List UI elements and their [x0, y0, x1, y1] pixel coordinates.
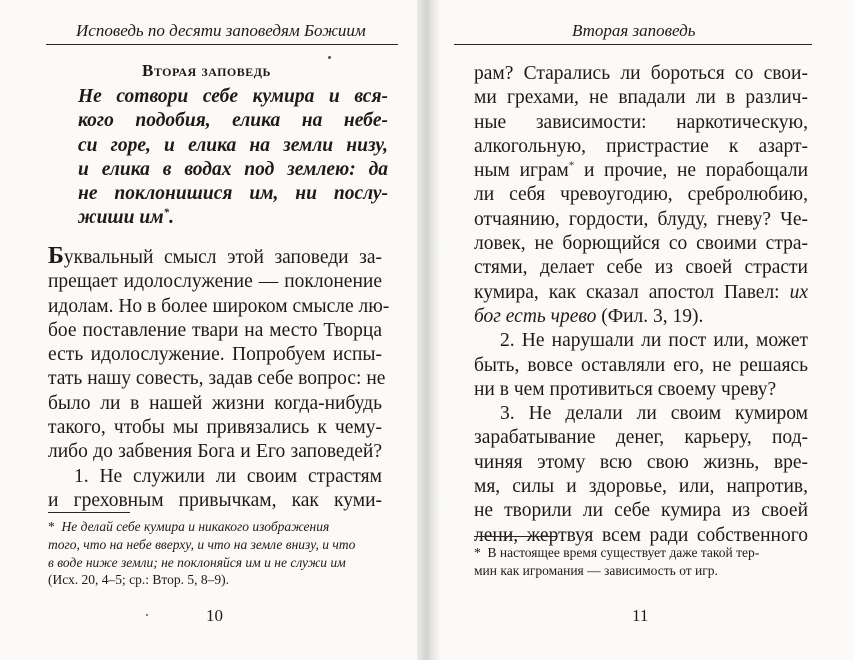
- quote-italic: бог есть чрево: [474, 305, 597, 327]
- body-line: рам? Старались ли бороться со свои-: [474, 63, 808, 84]
- page-number: 11: [632, 606, 649, 625]
- epigraph-line: не поклонишися им, ни послу-: [78, 183, 388, 205]
- left-header-rule: [46, 44, 398, 45]
- epigraph-end: .: [169, 207, 174, 229]
- body-line: есть идолослужение. Попробуем испы-: [48, 344, 382, 366]
- footnote-line: мин как игромания — зависимость от игр.: [474, 562, 718, 578]
- body-line-text: и прочие, не порабощали: [574, 160, 808, 182]
- right-footnote: [474, 544, 814, 580]
- body-line: ные зависимости: наркотическую,: [474, 111, 808, 133]
- footnote-line: [48, 518, 388, 536]
- print-speck: [328, 56, 331, 59]
- body-line: 2. Не нарушали ли пост или, может: [500, 330, 808, 352]
- footnote-text: в воде ниже земли; не поклоняйся им и не служи им: [48, 554, 346, 570]
- body-line: тать нашу совесть, задав себе вопрос: не: [48, 368, 386, 390]
- right-page: [438, 0, 854, 660]
- body-line: стями, делает себе из своей страсти: [474, 257, 808, 279]
- body-line: ли себя чревоугодию, сребролюбию,: [474, 184, 808, 206]
- body-line: [474, 281, 808, 305]
- footnote-line: [48, 536, 388, 554]
- body-line: ловек, не борющийся со своими стра-: [474, 233, 808, 255]
- body-line: [474, 159, 808, 183]
- body-line-text: кумира, как сказал апостол Павел:: [474, 281, 780, 303]
- body-line-text: уквальный смысл этой заповеди за-: [63, 247, 382, 268]
- epigraph-line-last: [78, 206, 388, 230]
- body-line: идолам. Но в более широком смысле лю-: [48, 295, 390, 317]
- body-line: ми грехами, не впадали ли в различ-: [474, 87, 808, 109]
- body-line: 1. Не служили ли своим страстям: [74, 465, 382, 487]
- footnote-line: [48, 554, 388, 572]
- body-line: лени, жертвуя всем ради собственного: [474, 524, 808, 546]
- body-line: быть, вовсе оставляли его, не решаясь: [474, 354, 808, 376]
- footnote-reference: (Исх. 20, 4–5; ср.: Втор. 5, 8–9).: [48, 572, 230, 588]
- right-footnote-rule: [474, 536, 556, 537]
- book-gutter: [417, 0, 439, 660]
- body-line: [474, 305, 808, 329]
- right-body-text: [474, 62, 808, 548]
- body-footnote-marker: *: [568, 159, 575, 172]
- left-running-head: Исповедь по десяти заповедям Божиим: [76, 21, 366, 40]
- body-line: прещает идолослужение — поклонение: [48, 271, 382, 293]
- left-page: [0, 0, 420, 660]
- body-line: бое поставление твари на место Творца: [48, 319, 382, 341]
- left-footnote-rule: [48, 512, 130, 513]
- body-line: и греховным привычкам, как куми-: [48, 489, 382, 511]
- page-number: 10: [206, 606, 223, 625]
- commandment-title: Вторая заповедь: [142, 61, 271, 80]
- body-line: чиняя этому всю свою жизнь, вре-: [474, 451, 808, 473]
- body-line: либо до забвения Бога и Его заповедей?: [48, 441, 382, 463]
- body-line: отчаянию, гордости, блуду, гневу? Че-: [474, 208, 808, 230]
- epigraph-line-text: жиши им: [78, 207, 164, 229]
- scripture-reference: (Фил. 3, 19).: [601, 305, 704, 327]
- body-line: 3. Не делали ли своим кумиром: [500, 403, 808, 425]
- epigraph-line: кого подобия, елика на небе-: [78, 110, 388, 132]
- body-line: не творили ли себе кумира из своей: [474, 500, 808, 522]
- commandment-epigraph: [78, 85, 388, 231]
- footnote-line: [474, 544, 814, 562]
- body-line: мя, силы и здоровье, или, напротив,: [474, 476, 808, 498]
- body-line: алкогольную, пристрастие к азарт-: [474, 135, 808, 157]
- epigraph-footnote-marker: *: [163, 206, 170, 219]
- right-running-head: Вторая заповедь: [572, 21, 696, 40]
- body-line: зарабатывание денег, карьеру, под-: [474, 427, 808, 449]
- body-line-text: ным играм: [474, 160, 569, 182]
- left-body-text: [48, 243, 390, 513]
- print-speck: [146, 614, 148, 616]
- body-line: было ли в нашей жизни когда-нибудь: [48, 392, 382, 414]
- body-line: ни в чем противиться своему чреву?: [474, 378, 777, 400]
- quote-italic: их: [789, 281, 809, 303]
- body-line: такого, чтобы мы привязались к чему-: [48, 417, 382, 439]
- drop-cap: Б: [48, 243, 64, 269]
- footnote-text: В настоящее время существует даже такой тер-: [487, 545, 760, 560]
- epigraph-line: си горе, и елика на земли низу,: [78, 134, 388, 156]
- footnote-text: Не делай себе кумира и никакого изображения: [61, 519, 330, 534]
- left-footnote: [48, 518, 388, 589]
- footnote-marker: *: [474, 545, 481, 560]
- epigraph-line: и елика в водах под землею: да: [78, 158, 388, 180]
- body-line: [48, 244, 382, 270]
- right-header-rule: [454, 44, 812, 45]
- footnote-text: того, что на небе вверху, и что на земле внизу, и что: [48, 536, 356, 552]
- footnote-marker: *: [48, 519, 55, 534]
- epigraph-line: Не сотвори себе кумира и вся-: [78, 86, 388, 107]
